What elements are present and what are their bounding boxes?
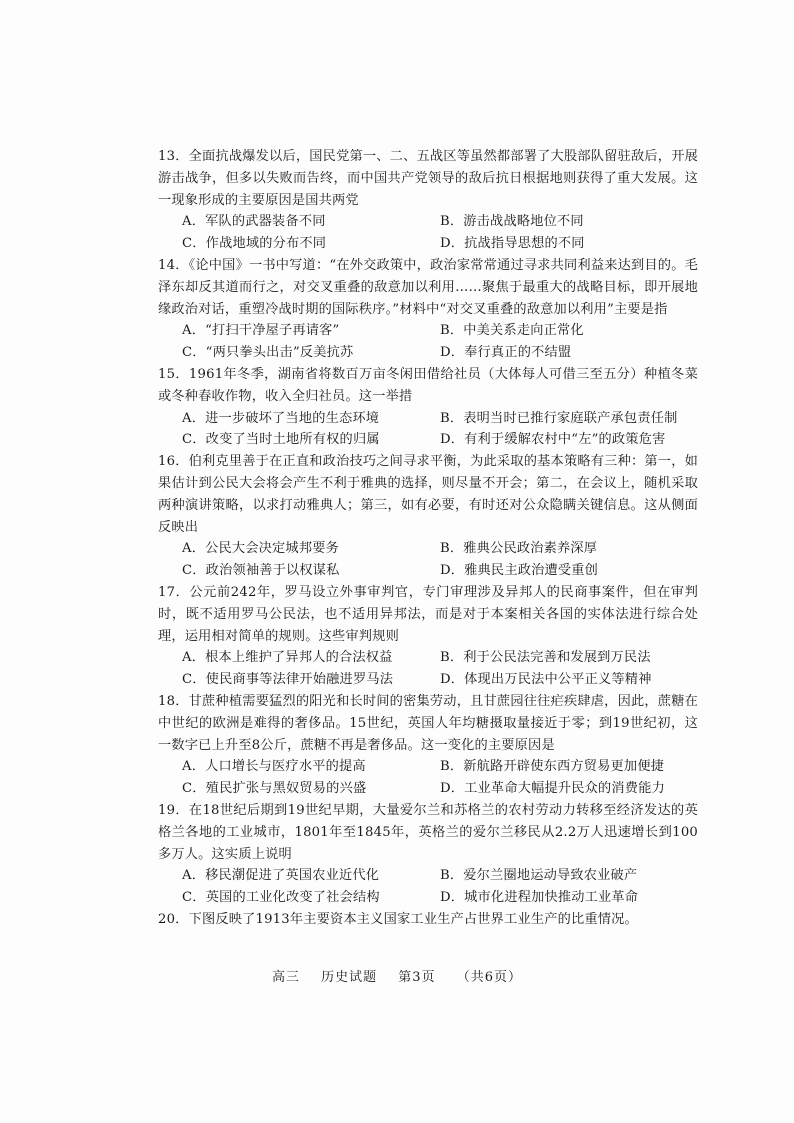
option-a[interactable]: A．人口增长与医疗水平的提高 — [182, 759, 366, 775]
question-stem: 13．全面抗战爆发以后，国民党第一、二、五战区等虽然都部署了大股部队留驻敌后，开展游击战争，但多以失败而告终，而中国共产党领导的敌后抗日根据地则获得了重大发展。这一现象形成的主要原因是国共两党 — [158, 149, 698, 208]
option-b[interactable]: B．雅典公民政治素养深厚 — [440, 541, 598, 557]
question-13 — [158, 146, 698, 255]
question-stem: 20．下图反映了1913年主要资本主义国家工业生产占世界工业生产的比重情况。 — [158, 911, 638, 927]
question-17 — [158, 582, 698, 691]
question-stem: 19．在18世纪后期到19世纪早期，大量爱尔兰和苏格兰的农村劳动力转移至经济发达的英格兰各地的工业城市，1801年至1845年，英格兰的爱尔兰移民从2.2万人迅速增长到100多万人。这实质上说明 — [158, 802, 698, 862]
options — [158, 408, 698, 452]
question-stem: 17．公元前242年，罗马设立外事审判官，专门审理涉及异邦人的民商事案件，但在审判时，既不适用罗马公民法，也不适用异邦法，而是对于本案相关各国的实体法进行综合处理，运用相对简单的规则。这些审判规则 — [158, 584, 698, 644]
option-b[interactable]: B．爱尔兰圈地运动导致农业破产 — [440, 868, 638, 884]
option-c[interactable]: C．使民商事等法律开始融进罗马法 — [182, 672, 394, 688]
option-d[interactable]: D．城市化进程加快推动工业革命 — [440, 890, 639, 906]
option-a[interactable]: A．进一步破坏了当地的生态环境 — [182, 410, 380, 426]
page-footer — [0, 966, 794, 985]
options — [158, 647, 698, 691]
option-c[interactable]: C．“两只拳头出击”反美抗苏 — [182, 345, 354, 361]
option-d[interactable]: D．雅典民主政治遭受重创 — [440, 563, 599, 579]
option-c[interactable]: C．政治领袖善于以权谋私 — [182, 563, 340, 579]
option-a[interactable]: A．“打扫干净屋子再请客” — [182, 323, 340, 339]
option-b[interactable]: B．新航路开辟使东西方贸易更加便捷 — [440, 759, 665, 775]
option-c[interactable]: C．改变了当时土地所有权的归属 — [182, 432, 380, 448]
question-16 — [158, 451, 698, 582]
footer-subject: 历史试题 — [321, 970, 378, 985]
footer-total-pages: （共6页） — [456, 970, 522, 985]
option-d[interactable]: D．奉行真正的不结盟 — [440, 345, 572, 361]
options — [158, 865, 698, 909]
option-d[interactable]: D．工业革命大幅提升民众的消费能力 — [440, 781, 665, 797]
question-18 — [158, 691, 698, 800]
option-a[interactable]: A．移民潮促进了英国农业近代化 — [182, 868, 380, 884]
option-d[interactable]: D．有利于缓解农村中“左”的政策危害 — [440, 432, 666, 448]
option-b[interactable]: B．表明当时已推行家庭联产承包责任制 — [440, 410, 678, 426]
footer-page-number: 第3页 — [398, 970, 436, 985]
option-a[interactable]: A．军队的武器装备不同 — [182, 214, 326, 230]
question-stem: 18．甘蔗种植需要猛烈的阳光和长时间的密集劳动，且甘蔗园往往疟疾肆虐，因此，蔗糖在中世纪的欧洲是难得的奢侈品。15世纪，英国人年均糖摄取量接近于零；到19世纪初，这一数字已上升至8公斤，蔗糖不再是奢侈品。这一变化的主要原因是 — [158, 693, 698, 753]
question-20 — [158, 909, 698, 931]
option-c[interactable]: C．作战地域的分布不同 — [182, 236, 327, 252]
option-a[interactable]: A．根本上维护了异邦人的合法权益 — [182, 650, 393, 666]
options — [158, 538, 698, 582]
question-19 — [158, 800, 698, 909]
question-stem: 14．《论中国》一书中写道：“在外交政策中，政治家常常通过寻求共同利益来达到目的。毛泽东却反其道而行之，对交叉重叠的敌意加以利用……聚焦于最重大的战略目标，即开展地缘政治对话，重塑冷战时期的国际秩序。”材料中“对交叉重叠的敌意加以利用”主要是指 — [158, 257, 698, 317]
options — [158, 320, 698, 364]
option-b[interactable]: B．利于公民法完善和发展到万民法 — [440, 650, 651, 666]
option-a[interactable]: A．公民大会决定城邦要务 — [182, 541, 339, 557]
question-stem: 15．1961年冬季，湖南省将数百万亩冬闲田借给社员（大体每人可借三至五分）种植冬菜或冬种春收作物，收入全归社员。这一举措 — [158, 366, 698, 404]
option-c[interactable]: C．殖民扩张与黑奴贸易的兴盛 — [182, 781, 367, 797]
options — [158, 211, 698, 255]
options — [158, 756, 698, 800]
option-b[interactable]: B．游击战战略地位不同 — [440, 214, 584, 230]
option-d[interactable]: D．抗战指导思想的不同 — [440, 236, 585, 252]
question-14 — [158, 255, 698, 364]
question-15 — [158, 364, 698, 451]
option-d[interactable]: D．体现出万民法中公平正义等精神 — [440, 672, 652, 688]
option-c[interactable]: C．英国的工业化改变了社会结构 — [182, 890, 380, 906]
footer-grade: 高三 — [271, 970, 300, 985]
option-b[interactable]: B．中美关系走向正常化 — [440, 323, 584, 339]
question-list — [158, 146, 698, 931]
question-stem: 16．伯利克里善于在正直和政治技巧之间寻求平衡，为此采取的基本策略有三种：第一，如果估计到公民大会将会产生不利于雅典的选择，则尽量不开会；第二，在会议上，随机采取两种演讲策略，以求打动雅典人；第三，如有必要，有时还对公众隐瞒关键信息。这从侧面反映出 — [158, 454, 698, 535]
